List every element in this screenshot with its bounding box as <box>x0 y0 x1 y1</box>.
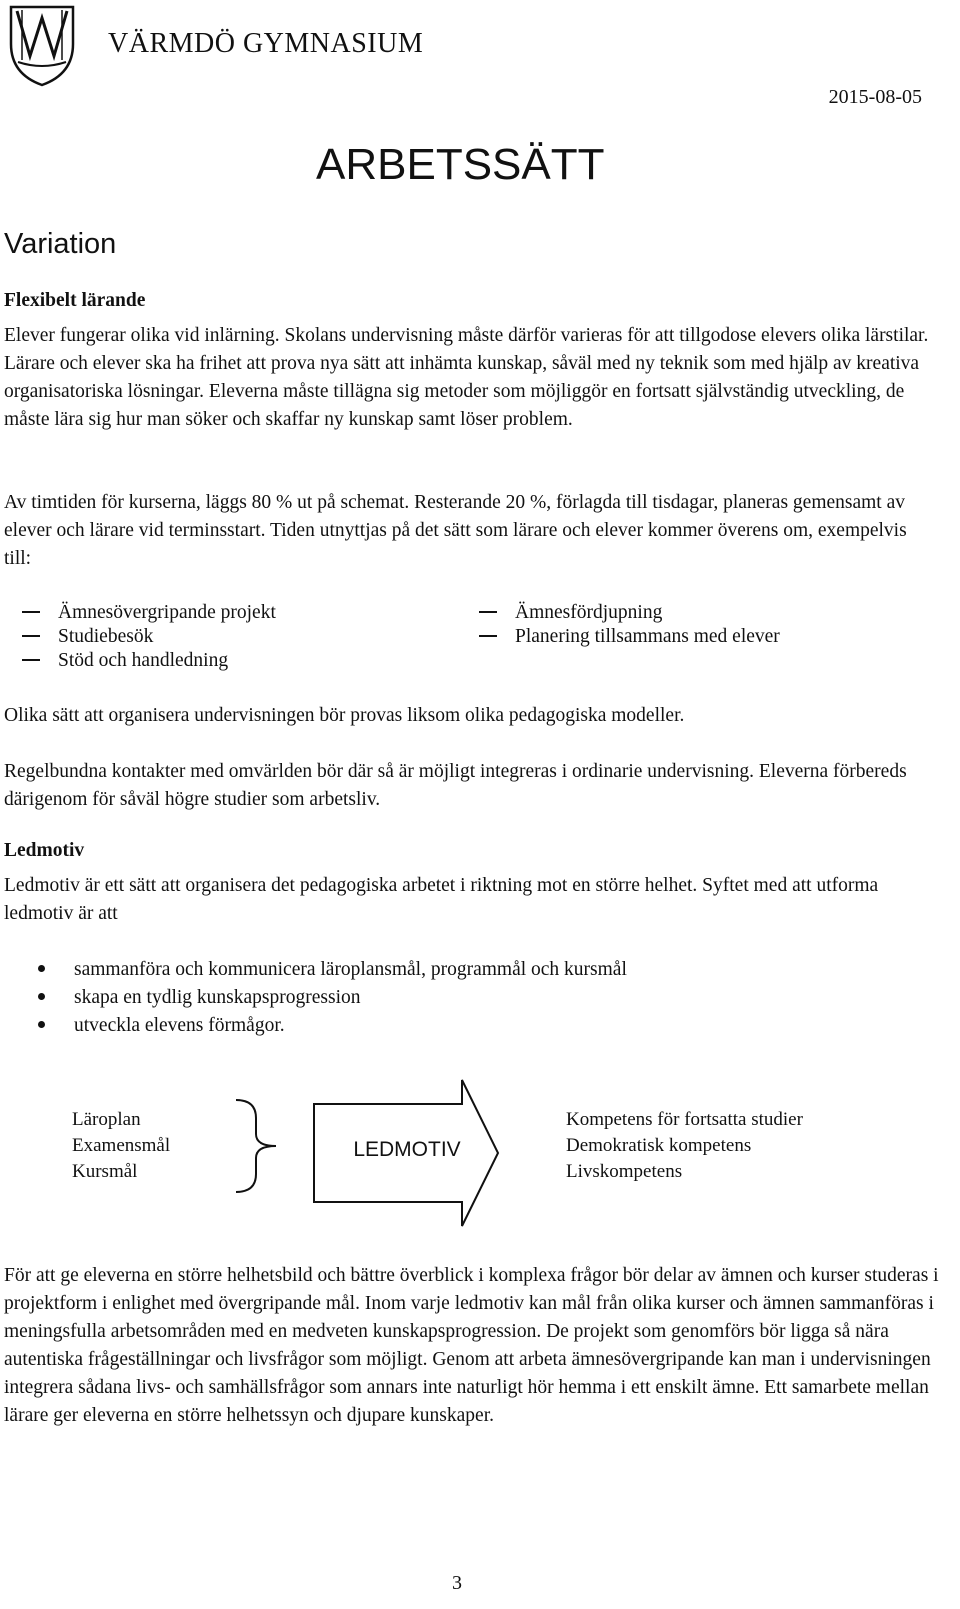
paragraph-timtiden: Av timtiden för kurserna, läggs 80 % ut på schemat. Resterande 20 %, förlagda till tisdagar, planeras gemensamt av elever och lärare vid terminsstart. Tiden utnyttjas på det sätt som lärare och elever kommer överens om, exempelvis till: <box>4 492 907 569</box>
page-number: 3 <box>452 1572 462 1594</box>
school-crest-logo <box>8 4 76 88</box>
section-heading-ledmotiv: Ledmotiv <box>4 840 85 861</box>
page-title: ARBETSSÄTT <box>316 140 605 189</box>
paragraph-flexibelt-larande: Elever fungerar olika vid inlärning. Skolans undervisning måste därför varieras för att tillgodose elevers olika lärstilar. Lärare och elever ska ha frihet att prova nya sätt att inhämta kunskap, såväl med ny teknik som med hjälp av kreativa organisatoriska lösningar. Eleverna måste tillägna sig metoder som möjliggör en fortsatt självständig utveckling, de måste lära sig hur man söker och skaffar ny kunskap samt löser problem. <box>4 325 929 430</box>
dash-icon <box>479 611 497 613</box>
list-item: sammanföra och kommunicera läroplansmål, programmål och kursmål <box>38 956 627 984</box>
diagram-output-item: Demokratisk kompetens <box>566 1135 752 1156</box>
list-item: Studiebesök <box>22 625 153 649</box>
curly-brace-icon <box>232 1096 280 1196</box>
paragraph-olika-satt: Olika sätt att organisera undervisningen bör provas liksom olika pedagogiska modeller. <box>4 705 685 726</box>
section-heading-variation: Variation <box>4 228 117 260</box>
list-item: utveckla elevens förmågor. <box>38 1012 285 1040</box>
diagram-output-item: Livskompetens <box>566 1161 683 1182</box>
diagram-outputs <box>566 1107 803 1185</box>
dash-icon <box>22 659 40 661</box>
subheading-flexibelt-larande: Flexibelt lärande <box>4 290 146 311</box>
list-item: Ämnesövergripande projekt <box>22 601 276 625</box>
diagram-input-item: Kursmål <box>72 1161 138 1182</box>
dash-icon <box>22 635 40 637</box>
bullet-icon <box>38 993 45 1000</box>
diagram-inputs <box>72 1107 170 1185</box>
diagram-center-label: LEDMOTIV <box>353 1138 461 1161</box>
bullet-icon <box>38 965 45 972</box>
list-item: Planering tillsammans med elever <box>479 625 780 649</box>
list-item: Ämnesfördjupning <box>479 601 662 625</box>
document-date: 2015-08-05 <box>828 86 922 108</box>
list-item: Stöd och handledning <box>22 649 228 673</box>
dash-icon <box>22 611 40 613</box>
paragraph-regelbundna-kontakter: Regelbundna kontakter med omvärlden bör där så är möjligt integreras i ordinarie undervisning. Eleverna förbereds därigenom för såväl högre studier som arbetsliv. <box>4 761 907 810</box>
diagram-output-item: Kompetens för fortsatta studier <box>566 1109 803 1130</box>
list-item: skapa en tydlig kunskapsprogression <box>38 984 361 1012</box>
diagram-input-item: Läroplan <box>72 1109 141 1130</box>
diagram-input-item: Examensmål <box>72 1135 171 1156</box>
paragraph-helhetsbild: För att ge eleverna en större helhetsbild och bättre överblick i komplexa frågor bör delar av ämnen och kurser studeras i projektform i enlighet med övergripande mål. Inom varje ledmotiv kan mål från olika kurser och ämnen sammanföras i meningsfulla arbetsområden med en medveten kunskapsprogression. De projekt som genomförs bör ligga så nära autentiska frågeställningar och livsfrågor som möjligt. Genom att arbeta ämnesövergripande kan man i undervisningen integrera sådana livs- och samhällsfrågor som annars inte naturligt hör hemma i ett enskilt ämne. Ett samarbete mellan lärare ger eleverna en större helhetssyn och djupare kunskaper. <box>4 1265 939 1426</box>
dash-icon <box>479 635 497 637</box>
bullet-icon <box>38 1021 45 1028</box>
school-name: VÄRMDÖ GYMNASIUM <box>108 28 424 59</box>
paragraph-ledmotiv-intro: Ledmotiv är ett sätt att organisera det pedagogiska arbetet i riktning mot en större helhet. Syftet med att utforma ledmotiv är att <box>4 875 879 924</box>
